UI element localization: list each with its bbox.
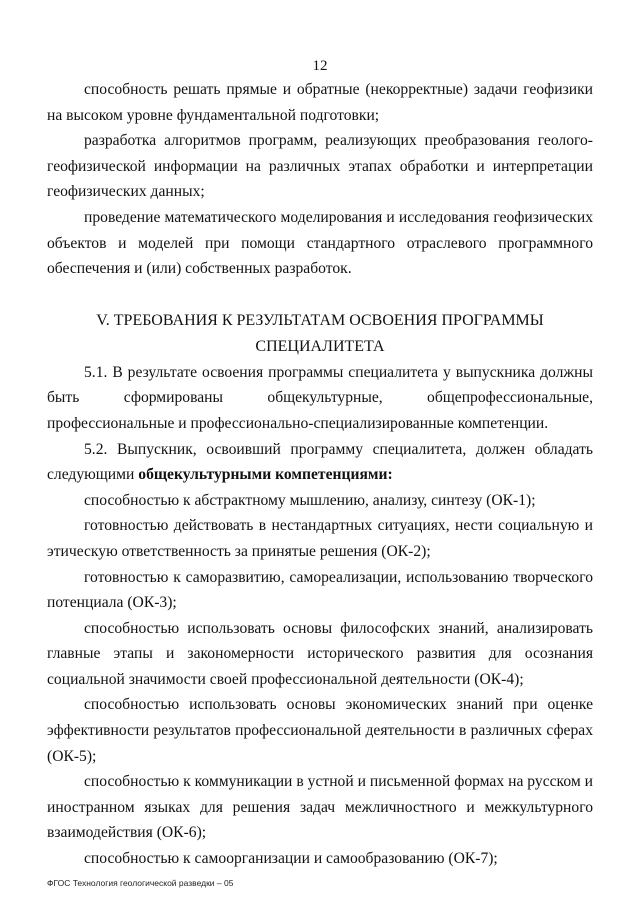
competency-ok-2: готовностью действовать в нестандартных ситуациях, нести социальную и этическую ответственность за принятые решения (ОК-2); (47, 517, 593, 560)
paragraph-5-2-text: 5.2. Выпускник, освоивший программу специалитета, должен обладать следующими (47, 440, 593, 484)
page-number: 12 (312, 58, 328, 74)
page-footer: ФГОС Технология геологической разведки – 05 (47, 878, 234, 888)
competency-ok-7: способностью к самоорганизации и самообразованию (ОК-7); (84, 850, 498, 868)
section-heading: V. ТРЕБОВАНИЯ К РЕЗУЛЬТАТАМ ОСВОЕНИЯ ПРОГРАММЫ (96, 311, 544, 329)
competency-ok-3: готовностью к саморазвитию, самореализации, использованию творческого потенциала (ОК-3); (47, 568, 593, 612)
intro-paragraph: проведение математического моделирования и исследования геофизических объектов и моделей при помощи стандартного отраслевого программного обеспечения и (или) собственных разработок. (47, 208, 593, 278)
section-heading-continued: СПЕЦИАЛИТЕТА (255, 337, 385, 355)
paragraph-5-2-emphasis: общекультурными компетенциями: (138, 466, 393, 484)
competency-ok-1: способностью к абстрактному мышлению, анализу, синтезу (ОК-1); (84, 491, 536, 509)
competency-ok-6: способностью к коммуникации в устной и письменной формах на русском и иностранном языках для решения задач межличностного и межкультурного взаимодействия (ОК-6); (47, 773, 593, 842)
paragraph-5-1: 5.1. В результате освоения программы специалитета у выпускника должны быть сформированы общекультурные, общепрофессиональные, профессиональные и профессионально-специализированные компетенции. (47, 363, 593, 432)
intro-paragraph: разработка алгоритмов программ, реализующих преобразования геолого-геофизической информации на различных этапах обработки и интерпретации геофизических данных; (47, 132, 593, 201)
competency-ok-4: способностью использовать основы философских знаний, анализировать главные этапы и закономерности исторического развития для осознания социальной значимости своей профессиональной деятельности (ОК-4); (47, 619, 593, 688)
competency-ok-5: способностью использовать основы экономических знаний при оценке эффективности результатов профессиональной деятельности в различных сферах (ОК-5); (47, 696, 593, 765)
document-body (47, 77, 593, 872)
intro-paragraph: способность решать прямые и обратные (некорректные) задачи геофизики на высоком уровне фундаментальной подготовки; (47, 81, 593, 124)
paragraph-5-2 (47, 437, 593, 488)
section-spacer (47, 282, 593, 292)
